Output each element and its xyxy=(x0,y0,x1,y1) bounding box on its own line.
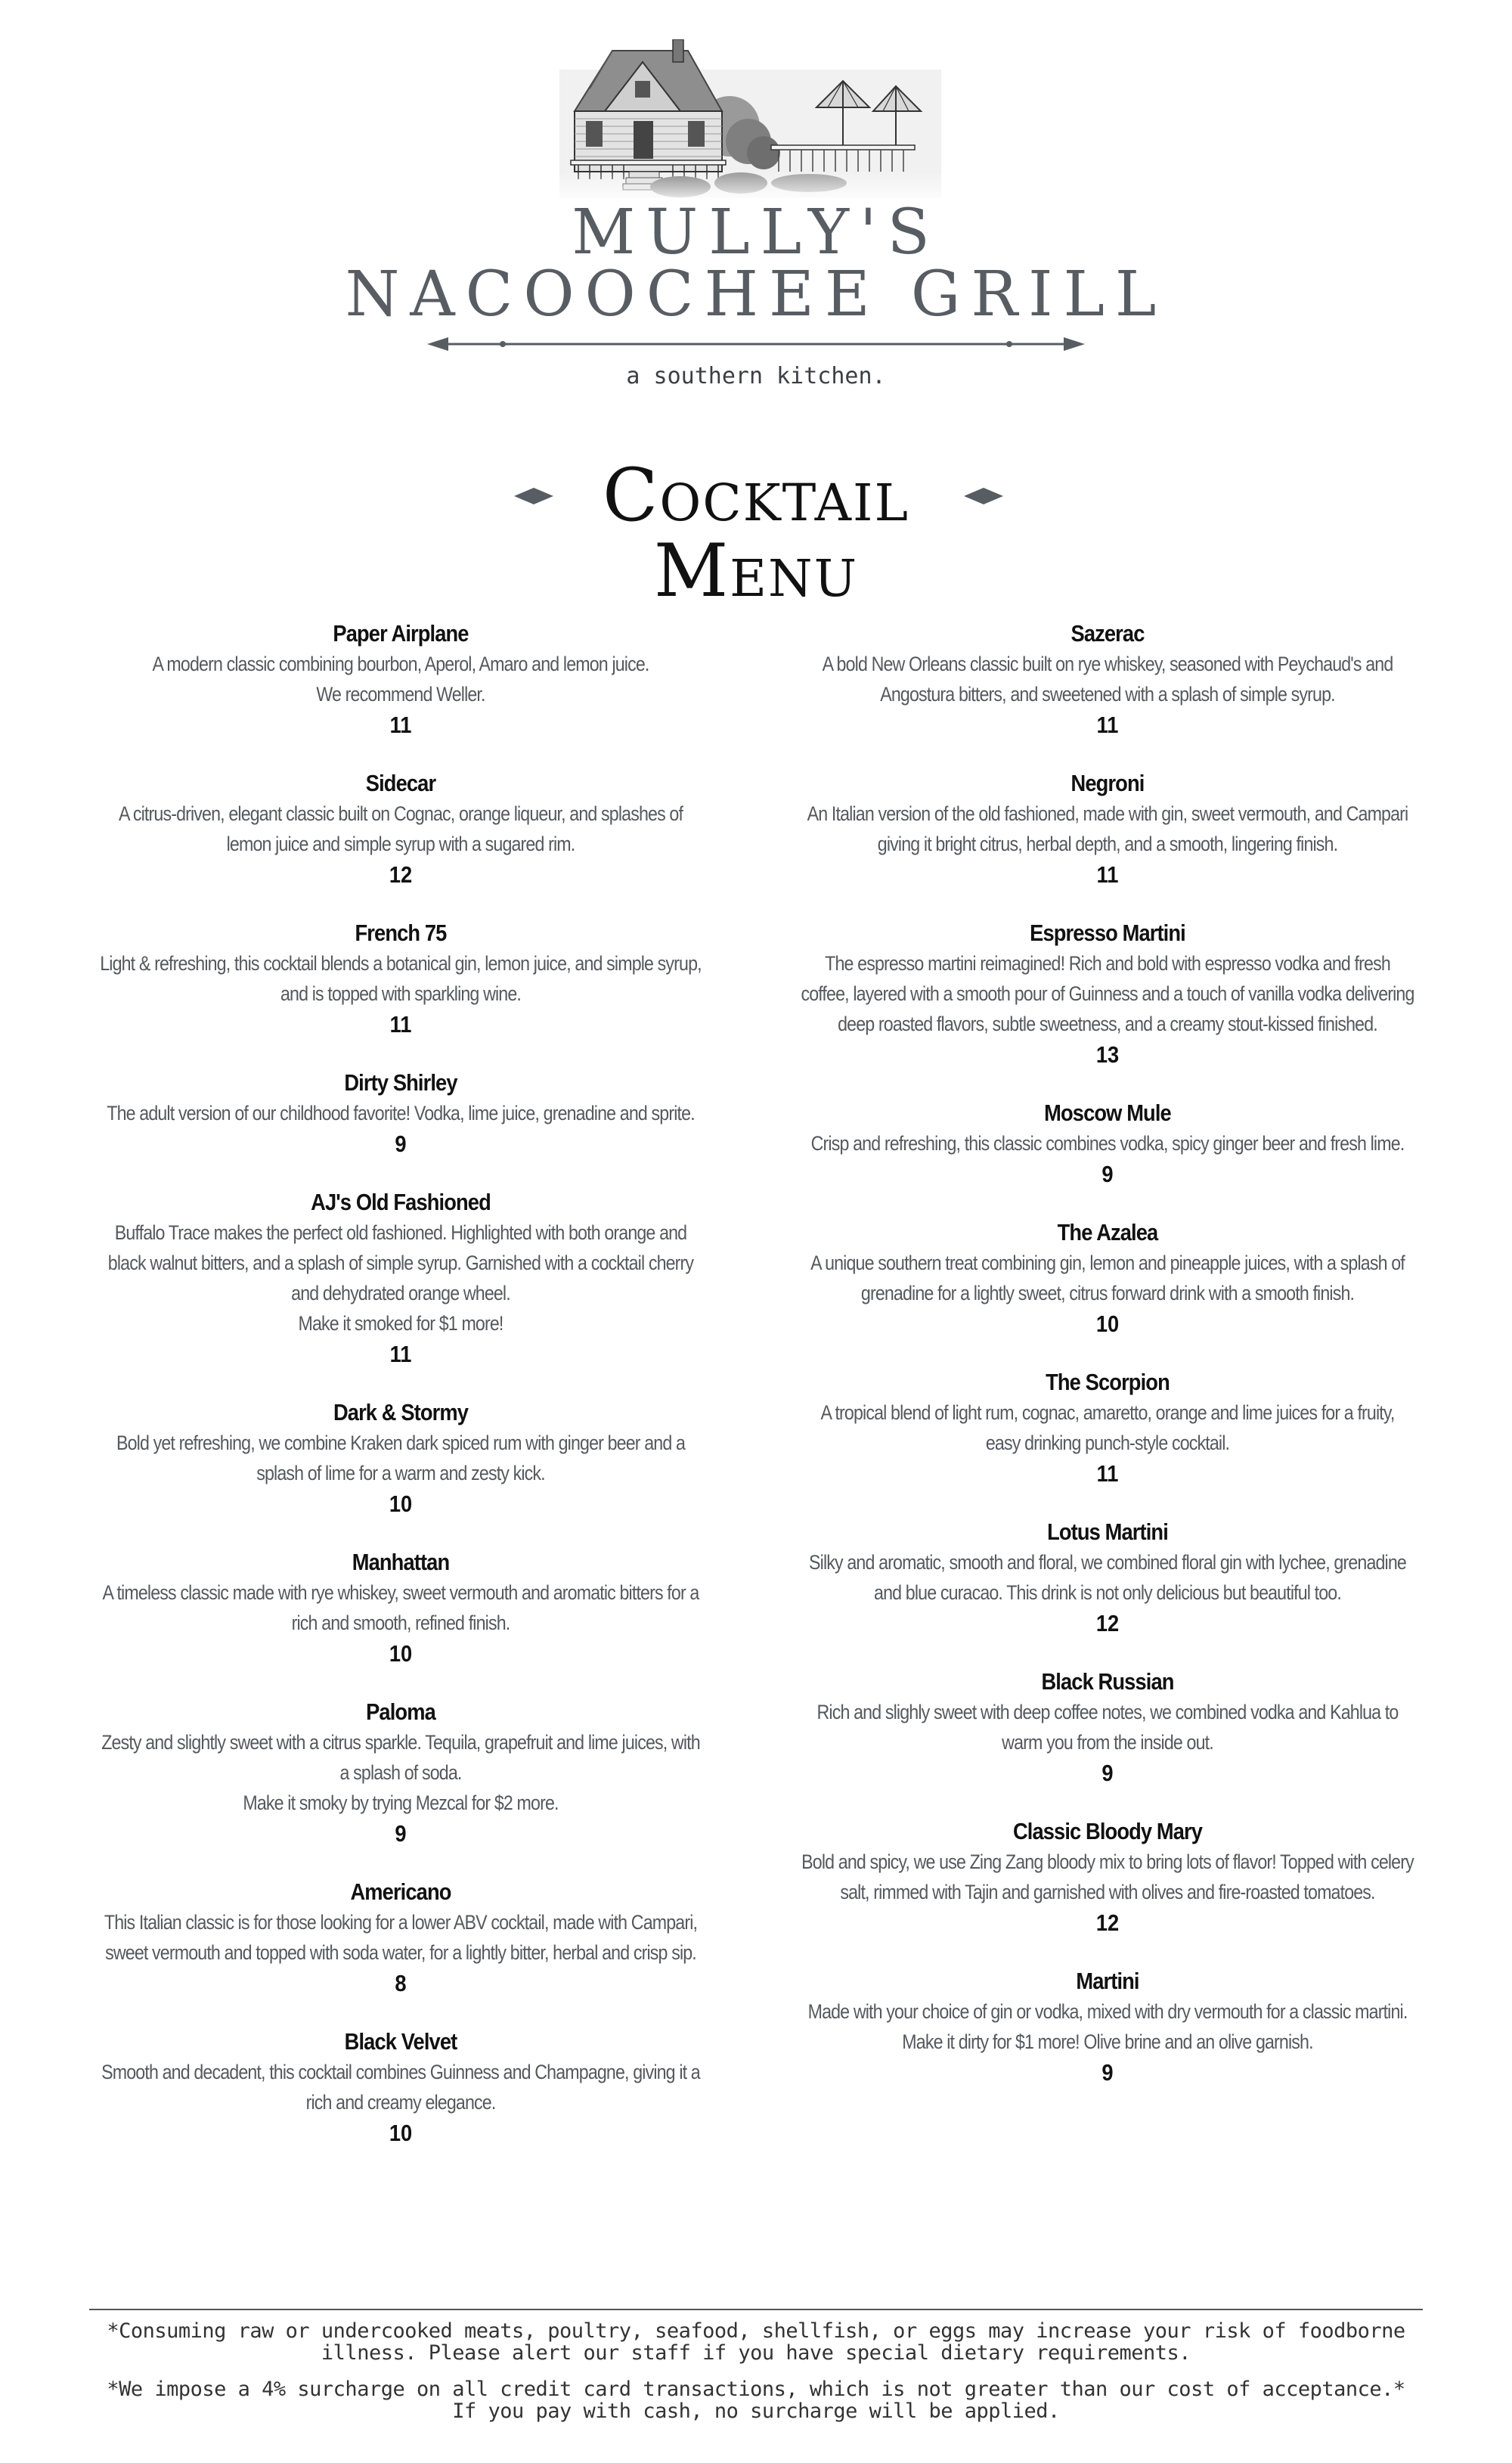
item-name: Manhattan xyxy=(352,1549,450,1575)
footer-divider xyxy=(89,2309,1423,2310)
item-price: 10 xyxy=(389,1491,413,1517)
menu-item xyxy=(60,1068,741,1160)
item-description: Rich and slighly sweet with deep coffee notes, we combined vodka and Kahlua to warm you from the inside out. xyxy=(816,1701,1399,1754)
item-price: 9 xyxy=(1101,1760,1114,1786)
item-price: 8 xyxy=(395,1970,407,1996)
menu-title xyxy=(0,453,1512,613)
divider-flourish-icon xyxy=(427,333,1085,355)
menu-item xyxy=(60,768,741,891)
item-name: Paper Airplane xyxy=(333,620,469,647)
menu-item xyxy=(767,768,1448,891)
item-name: Sazerac xyxy=(1070,620,1145,647)
disclaimer-line: *We impose a 4% surcharge on all credit card transactions, which is not greater than our cost of acceptance.* xyxy=(107,2378,1405,2401)
item-name: The Scorpion xyxy=(1046,1369,1170,1395)
foodborne-illness-disclaimer xyxy=(0,2320,1512,2364)
brand-name-line-2: NACOOCHEE GRILL xyxy=(345,259,1167,330)
item-description: A bold New Orleans classic built on rye whiskey, seasoned with Peychaud's and Angostura bitters, and sweetened with a splash of simple syrup. xyxy=(822,653,1393,706)
menu-item xyxy=(60,619,741,741)
item-name: Moscow Mule xyxy=(1044,1100,1171,1126)
item-description: The espresso martini reimagined! Rich and bold with espresso vodka and fresh coffee, layered with a smooth pour of Guinness and a touch of vanilla vodka delivering deep roasted flavors, subtle sweetness, and a creamy stout-kissed finished. xyxy=(801,952,1414,1035)
menu-item xyxy=(60,918,741,1041)
item-price: 11 xyxy=(1096,1460,1119,1487)
item-name: The Azalea xyxy=(1057,1219,1158,1245)
item-description: A modern classic combining bourbon, Aperol, Amaro and lemon juice. We recommend Weller. xyxy=(152,653,649,706)
item-description: Crisp and refreshing, this classic combines vodka, spicy ginger beer and fresh lime. xyxy=(810,1132,1405,1155)
menu-item xyxy=(60,1547,741,1670)
item-description: An Italian version of the old fashioned, made with gin, sweet vermouth, and Campari giving it bright citrus, herbal depth, and a smooth, lingering finish. xyxy=(807,802,1408,855)
item-price: 11 xyxy=(1096,712,1119,738)
disclaimer-line: illness. Please alert our staff if you have special dietary requirements. xyxy=(321,2341,1191,2365)
item-name: Martini xyxy=(1076,1968,1139,1994)
menu-item xyxy=(767,1218,1448,1340)
item-price: 12 xyxy=(1095,1909,1120,1936)
tagline: a southern kitchen. xyxy=(626,363,886,389)
item-description: Bold yet refreshing, we combine Kraken dark spiced rum with ginger beer and a splash of lime for a warm and zesty kick. xyxy=(116,1432,686,1484)
item-price: 10 xyxy=(389,2120,413,2146)
menu-item xyxy=(60,2027,741,2149)
farmhouse-sketch-icon xyxy=(559,39,941,206)
surcharge-disclaimer xyxy=(0,2378,1512,2422)
item-description: Smooth and decadent, this cocktail combines Guinness and Champagne, giving it a rich and creamy elegance. xyxy=(101,2061,700,2114)
item-name: Paloma xyxy=(366,1698,435,1725)
menu-item xyxy=(60,1877,741,1999)
menu-column-left xyxy=(60,619,741,2149)
menu-item xyxy=(767,1966,1448,2089)
item-name: Lotus Martini xyxy=(1047,1518,1168,1545)
item-price: 10 xyxy=(1095,1311,1120,1337)
item-description: Bold and spicy, we use Zing Zang bloody mix to bring lots of flavor! Topped with celery salt, rimmed with Tajin and garnished with olives and fire-roasted tomatoes. xyxy=(801,1850,1414,1903)
item-description: Light & refreshing, this cocktail blends a botanical gin, lemon juice, and simple syrup, and is topped with sparkling wine. xyxy=(100,952,702,1005)
item-name: French 75 xyxy=(355,920,447,946)
item-description: A citrus-driven, elegant classic built on Cognac, orange liqueur, and splashes of lemon juice and simple syrup with a sugared rim. xyxy=(118,802,683,855)
item-price: 9 xyxy=(1101,2059,1114,2086)
menu-item xyxy=(767,1667,1448,1789)
item-description: A unique southern treat combining gin, lemon and pineapple juices, with a splash of grenadine for a lightly sweet, citrus forward drink with a smooth finish. xyxy=(810,1252,1405,1304)
item-name: Black Russian xyxy=(1041,1668,1174,1695)
menu-column-right xyxy=(767,619,1448,2089)
item-description: A timeless classic made with rye whiskey, sweet vermouth and aromatic bitters for a rich and smooth, refined finish. xyxy=(102,1581,699,1634)
disclaimer-line: *Consuming raw or undercooked meats, poultry, seafood, shellfish, or eggs may increase your risk of foodborne xyxy=(107,2319,1405,2343)
menu-item xyxy=(767,1098,1448,1190)
item-price: 11 xyxy=(389,1341,412,1367)
item-description: The adult version of our childhood favorite! Vodka, lime juice, grenadine and sprite. xyxy=(107,1102,695,1124)
item-price: 11 xyxy=(389,1011,412,1038)
item-name: Classic Bloody Mary xyxy=(1012,1818,1203,1844)
item-description: Silky and aromatic, smooth and floral, we combined floral gin with lychee, grenadine and blue curacao. This drink is not only delicious but beautiful too. xyxy=(809,1551,1406,1604)
item-description: This Italian classic is for those looking for a lower ABV cocktail, made with Campari, sweet vermouth and topped with soda water, for a lightly bitter, herbal and crisp sip. xyxy=(104,1911,698,1964)
item-price: 12 xyxy=(1095,1610,1120,1636)
menu-item xyxy=(767,1367,1448,1490)
item-price: 9 xyxy=(395,1131,407,1157)
item-price: 9 xyxy=(395,1820,407,1847)
item-name: Dirty Shirley xyxy=(344,1069,457,1096)
item-price: 11 xyxy=(389,712,412,738)
menu-item xyxy=(767,1816,1448,1939)
item-price: 10 xyxy=(389,1640,413,1667)
menu-item xyxy=(60,1697,741,1850)
item-name: Americano xyxy=(350,1878,451,1905)
menu-item xyxy=(60,1187,741,1370)
item-price: 11 xyxy=(1096,861,1119,888)
item-name: Espresso Martini xyxy=(1030,920,1185,946)
menu-title-line-2: Menu xyxy=(653,529,859,613)
item-description: A tropical blend of light rum, cognac, amaretto, orange and lime juices for a fruity, easy drinking punch-style cocktail. xyxy=(820,1401,1395,1454)
item-name: Sidecar xyxy=(365,770,436,796)
menu-item xyxy=(767,1517,1448,1639)
menu-item xyxy=(767,619,1448,741)
menu-item xyxy=(60,1397,741,1520)
disclaimer-line: If you pay with cash, no surcharge will be applied. xyxy=(452,2399,1060,2423)
item-description: Zesty and slightly sweet with a citrus sparkle. Tequila, grapefruit and lime juices, with a splash of soda. Make it smoky by trying Mezcal for $2 more. xyxy=(101,1731,700,1814)
item-price: 13 xyxy=(1095,1041,1120,1068)
brand-name-line-1: MULLY'S xyxy=(572,197,940,268)
item-price: 9 xyxy=(1101,1161,1114,1187)
item-description: Buffalo Trace makes the perfect old fashioned. Highlighted with both orange and black walnut bitters, and a splash of simple syrup. Garnished with a cocktail cherry and dehydrated orange wheel. Make it smoked for $1 more! xyxy=(107,1221,694,1335)
menu-item xyxy=(767,918,1448,1071)
item-price: 12 xyxy=(389,861,413,888)
item-name: AJ's Old Fashioned xyxy=(311,1189,491,1215)
menu-title-line-1: Cocktail xyxy=(602,453,910,538)
item-name: Dark & Stormy xyxy=(333,1399,469,1425)
item-name: Black Velvet xyxy=(344,2028,457,2055)
item-description: Made with your choice of gin or vodka, mixed with dry vermouth for a classic martini. Make it dirty for $1 more! Olive brine and an olive garnish. xyxy=(807,2000,1408,2053)
item-name: Negroni xyxy=(1070,770,1145,796)
